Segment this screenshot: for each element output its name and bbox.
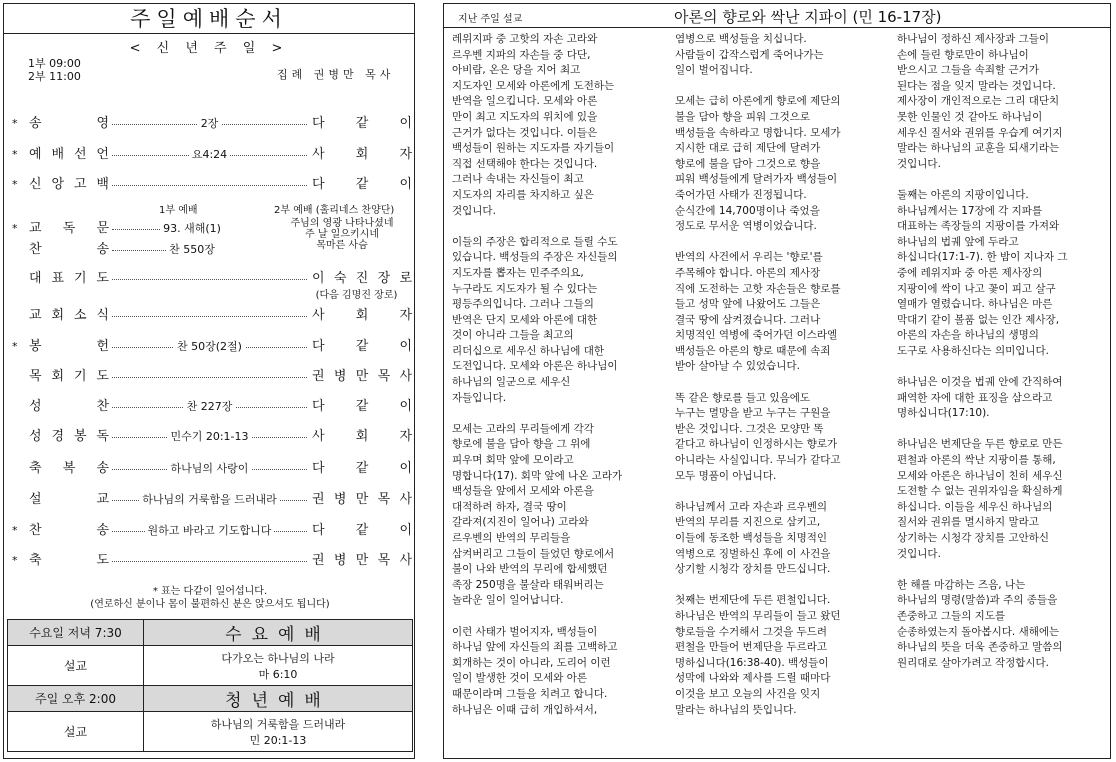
item-name: 송 영 [29,116,109,131]
order-of-service-panel [3,3,415,759]
item-detail: 하나님의 거룩함을 드러내라 [139,493,280,506]
service-item [12,219,412,239]
presider: 집례 권병만 목사 [277,68,395,81]
wed-service-name: 수요예배 [144,620,413,646]
service-item [12,427,412,447]
item-detail: 하나님의 사랑이 [168,462,252,475]
sermon-header [444,4,1110,28]
sermon-panel [443,3,1111,759]
item-leader: 다 같 이 [312,523,412,538]
standing-mark: * [12,148,18,161]
item-detail: 93. 새해(1) [160,222,224,235]
item-name: 교 회 소 식 [29,308,109,323]
page-title: 주일예배순서 [4,4,414,34]
item-leader: 다 같 이 [312,177,412,192]
item-name: 교 독 문 [29,221,109,236]
item-leader: 사 회 자 [312,308,412,323]
youth-sermon-title: 하나님의 거룩함을 드러내라 [210,717,346,731]
subtitle: < 신 년 주 일 > [129,41,289,56]
leader-dots [112,185,307,186]
service-item [12,114,412,134]
item-name: 봉 헌 [29,339,109,354]
service-item [12,521,412,541]
service-item [12,145,412,165]
item-leader: 권 병 만 목 사 [312,369,412,384]
item-detail: 2장 [198,117,222,130]
item-leader: 사 회 자 [312,429,412,444]
item-leader: 이 숙 진 장 로 [312,271,412,286]
item-name: 신 앙 고 백 [29,177,109,192]
item-leader: 다 같 이 [312,339,412,354]
item-detail: 민수기 20:1-13 [167,430,251,443]
wed-sermon-title: 다가오는 하나님의 나라 [221,651,335,665]
item-leader: 다 같 이 [312,461,412,476]
service-item [12,337,412,357]
sermon-column-2: 염병으로 백성들을 치십니다. 사람들이 갑작스럽게 죽어나가는 일이 벌어집니다. 모세는 급히 아론에게 향로에 제단의 불을 담아 향을 피워 그것으로 백성들을 속하라고 명합니다. 모세가 지시한 대로 급히 제단에 달려가 향로에 불을 담아 그것으로 향을 피워 백성들에게 달려가자 백성들이 죽어가던 사태가 진정됩니다. 순식간에 14,700명이나 죽었을 정도로 무서운 역병이었습니다. 반역의 사건에서 우리는 '향로'를 주목해야 합니다. 아론의 제사장 직에 도전하는 고핫 자손들은 향로를 들고 성막 앞에 나왔어도 그들은 결국 땅에 삼켜졌습니다. 그러나 치명적인 역병에 죽어가던 이스라엘 백성들은 아론의 향로 때문에 속죄 받아 살아날 수 있었습니다. 똑 같은 향로를 들고 있음에도 누구는 멸망을 받고 누구는 구원을 받은 것입니다. 그것은 모양만 똑 같다고 하나님이 인정하시는 향로가 아니라는 사실입니다. 무늬가 같다고 모두 명품이 아닙니다. 하나님께서 고라 자손과 르우벤의 반역의 무리를 지진으로 삼키고, 이들에 동조한 백성들을 치명적인 역병으로 징벌하신 후에 이 사건을 상기할 시청각 장치를 만드십니다. 첫째는 번제단에 두른 편철입니다. 하나님은 반역의 무리들이 들고 왔던 향로들을 수거해서 그것을 두드려 편철을 만들어 번제단을 두르라고 명하십니다(16:38-40). 백성들이 성막에 나와와 제사를 드릴 때마다 이것을 보고 오늘의 사건을 잊지 말라는 하나님의 뜻입니다. [675,33,841,716]
seating-note: (연로하신 분이나 몸이 불편하신 분은 앉으셔도 됩니다) [90,599,330,610]
service-item [12,240,412,260]
item-name: 축 도 [29,553,109,568]
item-name: 찬 송 [29,242,109,257]
leader-dots [112,279,307,280]
sermon-column-1: 레위지파 중 고핫의 자손 고라와 르우벤 지파의 자손들 중 다단, 아비람, 온은 당을 지어 최고 지도자인 모세와 아론에게 도전하는 반역을 일으킵니다. 모세와 아론 만이 최고 지도자의 위치에 있을 근거가 없다는 것입니다. 이들은 백성들이 원하는 지도자를 자기들이 직접 선택해야 한다는 것입니다. 그러나 속내는 자신들이 최고 지도자의 자리를 차지하고 싶은 것입니다. 이들의 주장은 합리적으로 들릴 수도 있습니다. 백성들의 주장은 자신들의 지도자를 뽑자는 민주주의요, 누구라도 지도자가 될 수 있다는 평등주의입니다. 그러나 그들의 반역은 단지 모세와 아론에 대한 것이 아니라 그들을 최고의 리더십으로 세우신 하나님에 대한 도전입니다. 모세와 아론은 하나님이 하나님의 일군으로 세우신 자들입니다. 모세는 고라의 무리들에게 각각 향로에 불을 담아 향을 그 위에 피우며 회막 앞에 모이라고 명합니다(17). 회막 앞에 나온 고라가 백성들을 앞에서 모세와 아론을 대적하려 하자, 결국 땅이 갈라져(지진이 일어나) 고라와 르우벤의 반역의 무리들을 삼켜버리고 그들이 들었던 향로에서 불이 나와 반역의 무리에 합세했던 족장 250명을 불살라 태워버리는 놀라운 일이 일어납니다. 이런 사태가 벌어지자, 백성들이 하나님 앞에 자신들의 죄를 고백하고 회개하는 것이 아니라, 도리어 이런 일이 발생한 것이 모세와 아론 때문이라며 그들을 치려고 합니다. 하나님은 이때 급히 개입하셔서, [452,33,623,716]
item-name: 예 배 선 언 [29,147,109,162]
wed-sermon-label: 설교 [8,646,144,686]
service-item [12,306,412,326]
item-name: 대 표 기 도 [29,271,109,286]
youth-time: 주일 오후 2:00 [8,686,144,712]
service2-choir: 주님의 영광 나타나셨네 주 날 일으키시네 목마른 사슴 [290,218,394,251]
leader-dots [112,561,307,562]
service-time-2: 2부 11:00 [28,70,81,83]
next-prayer: (다음 김명진 장로) [315,290,398,301]
standing-mark: * [12,117,18,130]
item-detail: 요4:24 [189,148,230,161]
service-item [12,367,412,387]
standing-mark: * [12,524,18,537]
item-name: 찬 송 [29,523,109,538]
youth-sermon-label: 설교 [8,712,144,752]
service-item [12,551,412,571]
youth-service-name: 청년예배 [144,686,413,712]
item-name: 설 교 [29,492,109,507]
service-time-1: 1부 09:00 [28,57,81,70]
item-name: 성 경 봉 독 [29,429,109,444]
item-name: 성 찬 [29,399,109,414]
wed-time: 수요일 저녁 7:30 [8,620,144,646]
item-leader: 다 같 이 [312,399,412,414]
standing-mark: * [12,222,18,235]
wed-sermon-ref: 마 6:10 [258,667,298,681]
item-detail: 찬 550장 [166,243,218,256]
item-detail: 원하고 바라고 기도합니다 [145,524,275,537]
leader-dots [112,377,307,378]
standing-mark: * [12,178,18,191]
item-leader: 권 병 만 목 사 [312,553,412,568]
item-leader: 권 병 만 목 사 [312,492,412,507]
item-detail: 찬 227장 [184,400,236,413]
item-detail: 찬 50장(2절) [174,340,245,353]
service-item [12,459,412,479]
sermon-title: 아론의 향로와 싹난 지파이 (민 16-17장) [674,8,942,26]
service2-header: 2부 예배 (홀리네스 찬양단) [274,205,395,216]
service-item [12,175,412,195]
service-times [28,57,81,83]
sermon-tag: 지난 주일 설교 [458,14,523,25]
standing-mark: * [12,340,18,353]
other-services-table [7,619,413,752]
sermon-column-3: 하나님이 정하신 제사장과 그들이 손에 들린 향로만이 하나님이 받으시고 그들을 속죄할 근거가 된다는 점을 잊지 말라는 것입니다. 제사장이 개인적으로는 그리 대단치 못한 인물인 것 같아도 하나님이 세우신 질서와 권위를 우습게 여기지 말라는 하나님의 교훈을 되새기라는 것입니다. 둘째는 아론의 지팡이입니다. 하나님께서는 17장에 각 지파를 대표하는 족장들의 지팡이를 가져와 하나님의 법궤 앞에 두라고 하십니다(17:1-7). 한 밤이 지나자 그 중에 레위지파 중 아론 제사장의 지팡이에 싹이 나고 꽃이 피고 살구 열매가 열렸습니다. 하나님은 마른 막대기 같이 볼품 없는 인간 제사장, 아론의 자손을 하나님의 생명의 도구로 사용하신다는 의미입니다. 하나님은 이것을 법궤 안에 간직하여 패역한 자에 대한 표징을 삼으라고 명하십니다(17:10). 하나님은 번제단을 두른 향로로 만든 편철과 아론의 싹난 지팡이를 통해, 모세와 아론은 하나님이 친히 세우신 도전할 수 없는 권위자임을 확실하게 하십니다. 이들을 세우신 하나님의 질서와 권위를 멸시하지 말라고 상기하는 시청각 장치를 고안하신 것입니다. 한 해를 마감하는 즈음, 나는 하나님의 명령(말씀)과 주의 종들을 존중하고 그들의 지도를 순종하였는지 돌아봅시다. 새해에는 하나님의 뜻을 더욱 존중하고 말씀의 원리대로 살아가려고 작정합시다. [897,33,1068,669]
standing-mark: * [12,554,18,567]
item-leader: 사 회 자 [312,147,412,162]
service-item [12,490,412,510]
service1-header: 1부 예배 [159,205,198,216]
youth-sermon-ref: 민 20:1-13 [249,733,307,747]
item-name: 목 회 기 도 [29,369,109,384]
service-item [12,397,412,417]
item-name: 축 복 송 [29,461,109,476]
item-leader: 다 같 이 [312,116,412,131]
leader-dots [112,316,307,317]
standing-note: * 표는 다같이 일어섭니다. [152,586,268,597]
